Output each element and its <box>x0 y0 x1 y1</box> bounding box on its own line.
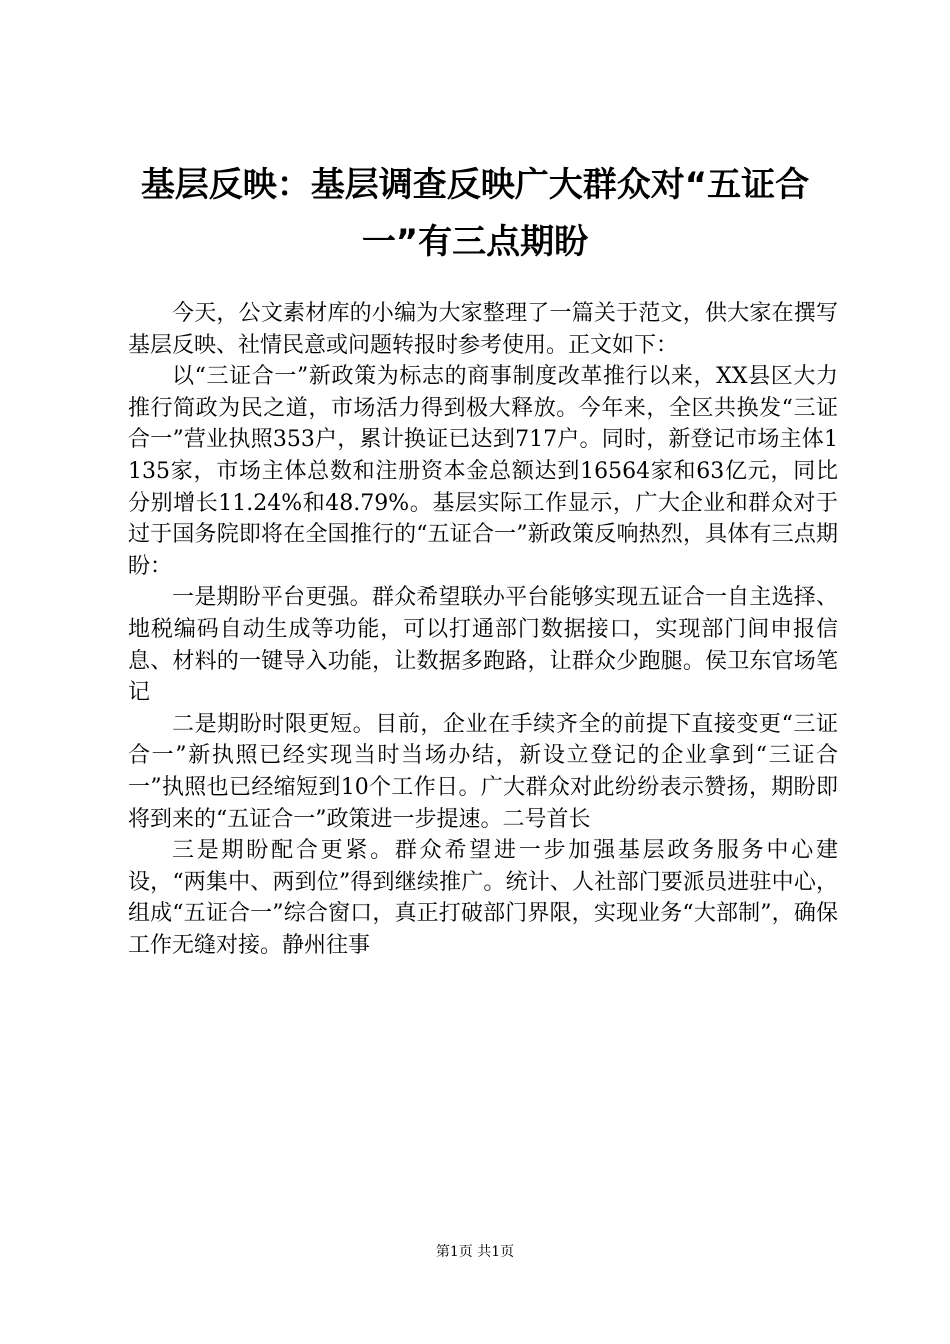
paragraph-background: 以“三证合一”新政策为标志的商事制度改革推行以来，XX县区大力推行简政为民之道，市场活力得到极大释放。今年来，全区共换发“三证合一”营业执照353户，累计换证已达到717户。同时，新登记市场主体1135家，市场主体总数和注册资本金总额达到16564家和63亿元，同比分别增长11.24%和48.79%。基层实际工作显示，广大企业和群众对于过于国务院即将在全国推行的“五证合一”新政策反响热烈，具体有三点期盼： <box>128 364 838 579</box>
document-title-line-2: 一”有三点期盼 <box>361 222 589 262</box>
paragraph-intro: 今天，公文素材库的小编为大家整理了一篇关于范文，供大家在撰写基层反映、社情民意或问题转报时参考使用。正文如下： <box>128 301 838 358</box>
page-number-footer: 第1页 共1页 <box>435 1244 515 1260</box>
paragraph-expectation-1: 一是期盼平台更强。群众希望联办平台能够实现五证合一自主选择、地税编码自动生成等功能，可以打通部门数据接口，实现部门间申报信息、材料的一键导入功能，让数据多跑路，让群众少跑腿。侯卫东官场笔记 <box>128 585 838 706</box>
document-title-line-1: 基层反映：基层调查反映广大群众对“五证合 <box>140 165 810 205</box>
paragraph-expectation-3: 三是期盼配合更紧。群众希望进一步加强基层政务服务中心建设，“两集中、两到位”得到继续推广。统计、人社部门要派员进驻中心，组成“五证合一”综合窗口，真正打破部门界限，实现业务“大部制”，确保工作无缝对接。静州往事 <box>128 838 838 958</box>
paragraph-expectation-2: 二是期盼时限更短。目前，企业在手续齐全的前提下直接变更“三证合一”新执照已经实现当时当场办结，新设立登记的企业拿到“三证合一”执照也已经缩短到10个工作日。广大群众对此纷纷表示赞扬，期盼即将到来的“五证合一”政策进一步提速。二号首长 <box>128 711 838 832</box>
document-body <box>128 298 838 961</box>
